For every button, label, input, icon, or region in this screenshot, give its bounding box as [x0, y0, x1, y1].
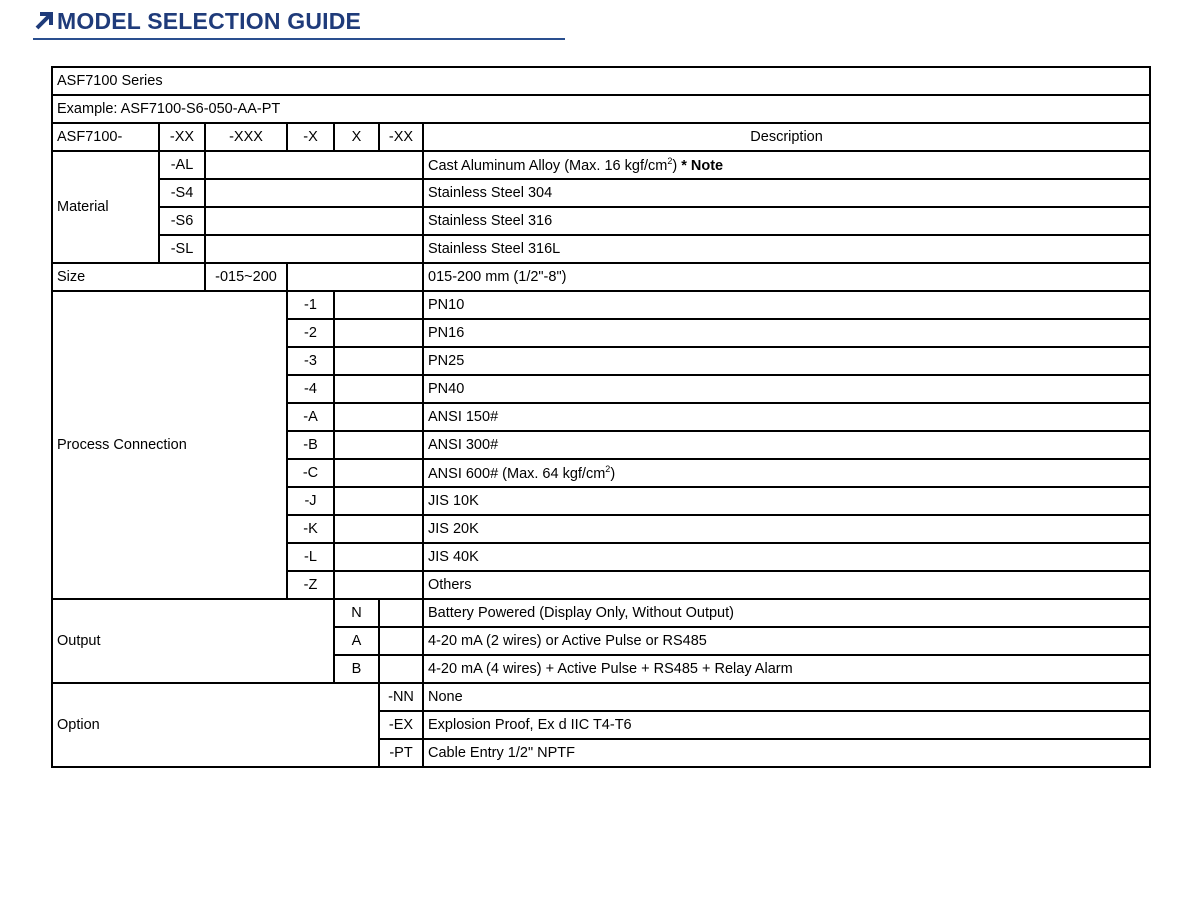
table-row [52, 235, 1150, 263]
table-row [52, 207, 1150, 235]
output-label: Output [52, 599, 334, 683]
table-row [52, 291, 1150, 319]
size-label: Size [52, 263, 205, 291]
header-col-5: -XX [379, 123, 423, 151]
material-code: -S6 [159, 207, 205, 235]
connection-code: -B [287, 431, 334, 459]
material-description: Stainless Steel 316 [423, 207, 1150, 235]
connection-description: JIS 40K [423, 543, 1150, 571]
series-title: ASF7100 Series [52, 67, 1150, 95]
connection-code: -4 [287, 375, 334, 403]
option-code: -PT [379, 739, 423, 767]
output-description: Battery Powered (Display Only, Without Output) [423, 599, 1150, 627]
empty-cell [334, 347, 423, 375]
option-label: Option [52, 683, 379, 767]
option-code: -NN [379, 683, 423, 711]
empty-cell [334, 431, 423, 459]
size-code: -015~200 [205, 263, 287, 291]
table-row [52, 599, 1150, 627]
connection-code: -Z [287, 571, 334, 599]
process-connection-label: Process Connection [52, 291, 287, 599]
header-col-1: -XX [159, 123, 205, 151]
option-description: Cable Entry 1/2" NPTF [423, 739, 1150, 767]
connection-description: PN25 [423, 347, 1150, 375]
note-label: * Note [681, 157, 724, 174]
empty-cell [334, 459, 423, 487]
table-row [52, 263, 1150, 291]
output-description: 4-20 mA (4 wires) + Active Pulse + RS485 + Relay Alarm [423, 655, 1150, 683]
option-description: Explosion Proof, Ex d IIC T4-T6 [423, 711, 1150, 739]
connection-description: PN40 [423, 375, 1150, 403]
material-code: -SL [159, 235, 205, 263]
empty-cell [205, 179, 423, 207]
connection-code: -2 [287, 319, 334, 347]
material-code: -AL [159, 151, 205, 179]
header-col-3: -X [287, 123, 334, 151]
connection-description: ANSI 300# [423, 431, 1150, 459]
empty-cell [334, 319, 423, 347]
model-selection-table [51, 66, 1151, 768]
size-description: 015-200 mm (1/2"-8") [423, 263, 1150, 291]
option-description: None [423, 683, 1150, 711]
empty-cell [379, 599, 423, 627]
example-row [52, 95, 1150, 123]
empty-cell [334, 571, 423, 599]
empty-cell [379, 655, 423, 683]
connection-description: ANSI 600# (Max. 64 kgf/$cm^2$) [423, 459, 1150, 487]
empty-cell [334, 515, 423, 543]
empty-cell [334, 375, 423, 403]
connection-code: -L [287, 543, 334, 571]
material-label: Material [52, 151, 159, 263]
header-col-2: -XXX [205, 123, 287, 151]
connection-description: Others [423, 571, 1150, 599]
empty-cell [287, 263, 423, 291]
empty-cell [334, 543, 423, 571]
connection-description: PN16 [423, 319, 1150, 347]
empty-cell [205, 207, 423, 235]
arrow-up-right-icon [33, 10, 55, 32]
connection-description: ANSI 150# [423, 403, 1150, 431]
header-description: Description [423, 123, 1150, 151]
material-description: Stainless Steel 304 [423, 179, 1150, 207]
material-code: -S4 [159, 179, 205, 207]
example-code: Example: ASF7100-S6-050-AA-PT [52, 95, 1150, 123]
table-row [52, 683, 1150, 711]
output-code: N [334, 599, 379, 627]
output-code: B [334, 655, 379, 683]
connection-code: -1 [287, 291, 334, 319]
header-model: ASF7100- [52, 123, 159, 151]
connection-code: -C [287, 459, 334, 487]
connection-code: -K [287, 515, 334, 543]
empty-cell [334, 291, 423, 319]
header-row [52, 123, 1150, 151]
connection-code: -A [287, 403, 334, 431]
empty-cell [205, 151, 423, 179]
header-col-4: X [334, 123, 379, 151]
empty-cell [379, 627, 423, 655]
series-row [52, 67, 1150, 95]
connection-description: PN10 [423, 291, 1150, 319]
page-title: MODEL SELECTION GUIDE [57, 8, 362, 34]
table-row [52, 179, 1150, 207]
output-code: A [334, 627, 379, 655]
section-heading [33, 8, 565, 40]
connection-description: JIS 20K [423, 515, 1150, 543]
table-row [52, 151, 1150, 179]
option-code: -EX [379, 711, 423, 739]
output-description: 4-20 mA (2 wires) or Active Pulse or RS485 [423, 627, 1150, 655]
empty-cell [334, 487, 423, 515]
empty-cell [205, 235, 423, 263]
empty-cell [334, 403, 423, 431]
connection-code: -J [287, 487, 334, 515]
connection-description: JIS 10K [423, 487, 1150, 515]
connection-code: -3 [287, 347, 334, 375]
material-description: Cast Aluminum Alloy (Max. 16 kgf/$cm^2$) * Note [423, 151, 1150, 179]
material-description: Stainless Steel 316L [423, 235, 1150, 263]
